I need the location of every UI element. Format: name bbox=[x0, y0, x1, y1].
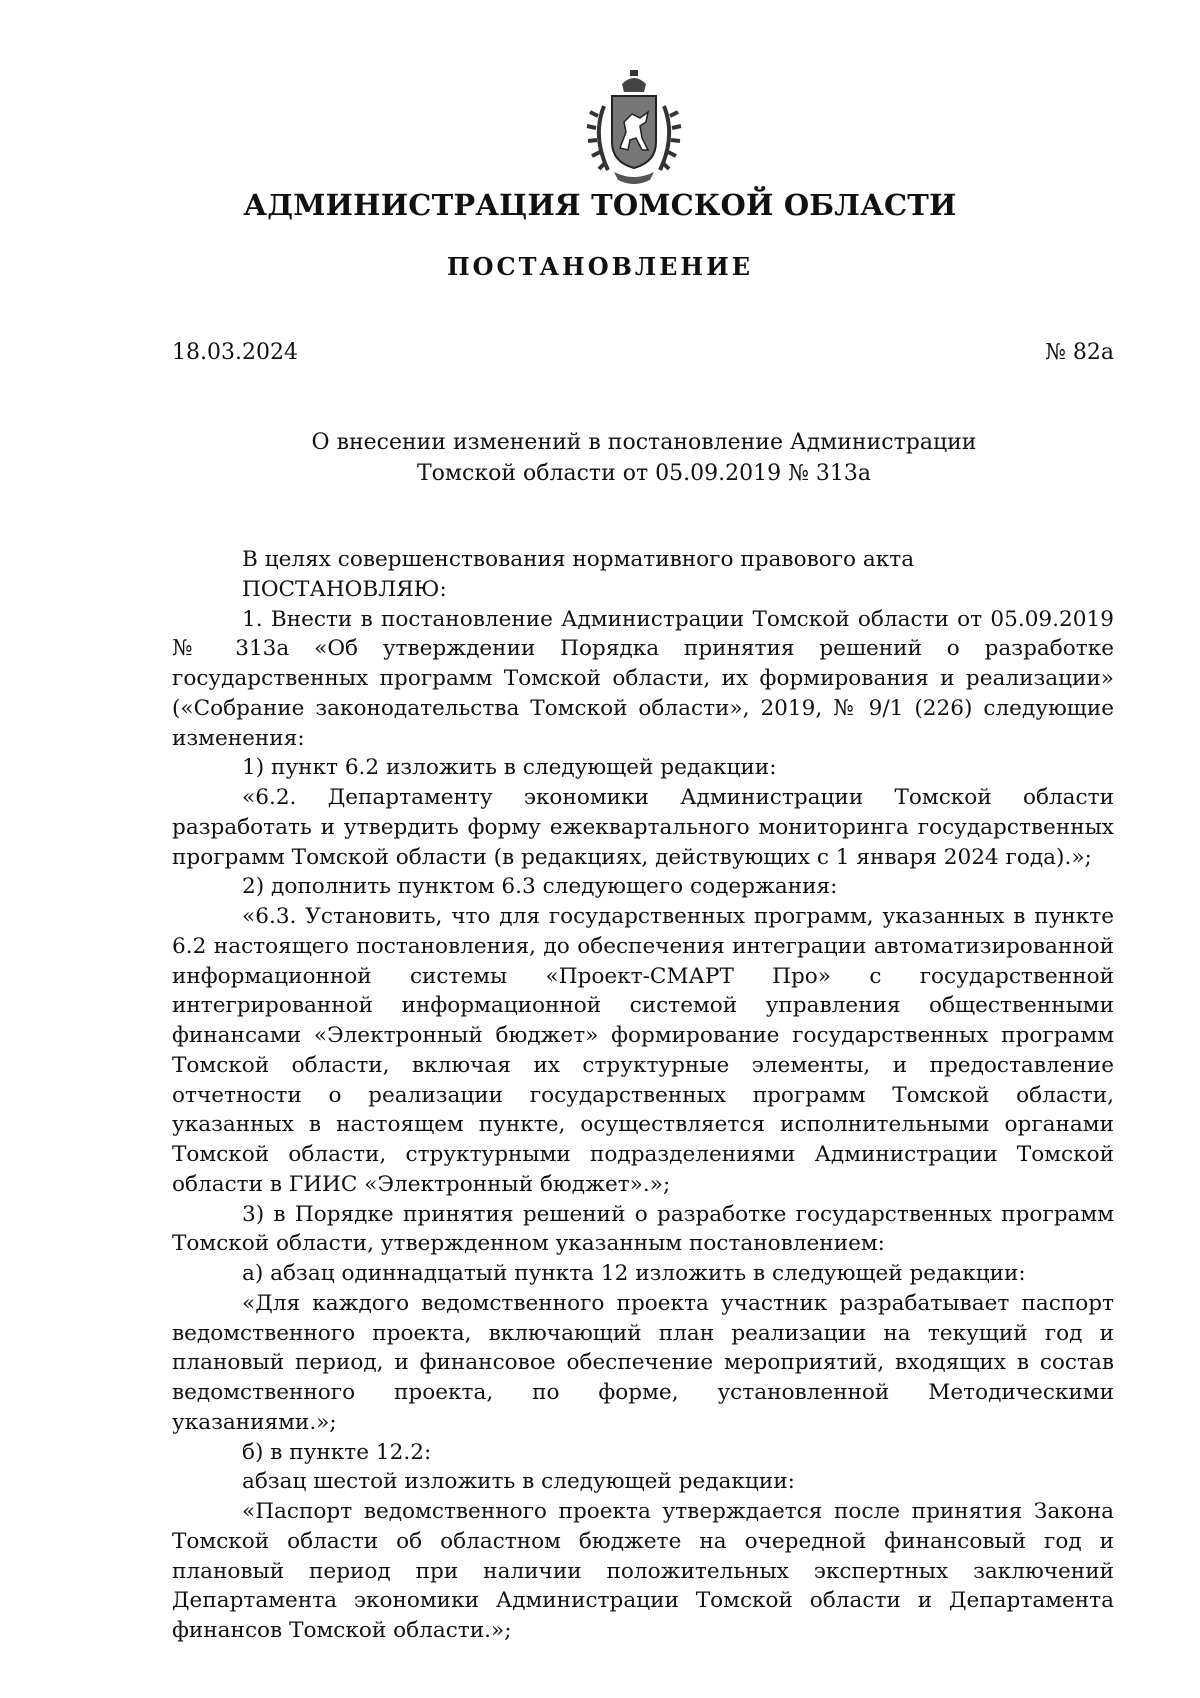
subject-line-2: Томской области от 05.09.2019 № 313а bbox=[416, 461, 872, 486]
document-number: № 82а bbox=[1045, 340, 1114, 365]
clause-12-text-paragraph: «Для каждого ведомственного проекта участник разрабатывает паспорт ведомственного проекта, включающий план реализации на текущий год и плановый период, и финансовое обеспечение мероприятий, входящих в состав ведомственного проекта, по форме, установленной Методическими указаниями.»; bbox=[172, 1290, 1114, 1435]
document-type-title: ПОСТАНОВЛЕНИЕ bbox=[446, 252, 754, 281]
clause-6-2-text-paragraph: «6.2. Департаменту экономики Администрации Томской области разработать и утвердить форму ежеквартального мониторинга государственных программ Томской области (в редакциях, действующих с 1 января 2024 года).»; bbox=[172, 785, 1114, 870]
document-subject bbox=[0, 427, 1200, 489]
subclause-a-paragraph: а) абзац одиннадцатый пункта 12 изложить в следующей редакции: bbox=[242, 1261, 1026, 1286]
document-body bbox=[172, 545, 1114, 1646]
subject-line-1: О внесении изменений в постановление Администрации bbox=[311, 430, 977, 455]
document-date: 18.03.2024 bbox=[172, 340, 298, 365]
clause-6-3-text-paragraph: «6.3. Установить, что для государственных программ, указанных в пункте 6.2 настоящего постановления, до обеспечения интеграции автоматизированной информационной системы «Проект-СМАРТ Про» с государственной интегрированной информационной системой управления общественными финансами «Электронный бюджет» формирование государственных программ Томской области, включая их структурные элементы, и предоставление отчетности о реализации государственных программ Томской области, указанных в настоящем пункте, осуществляется исполнительными органами Томской области, структурными подразделениями Администрации Томской области в ГИИС «Электронный бюджет».»; bbox=[172, 904, 1114, 1197]
resolve-keyword: ПОСТАНОВЛЯЮ: bbox=[242, 576, 447, 602]
subclause-b-paragraph: б) в пункте 12.2: bbox=[242, 1439, 432, 1465]
clause-1-paragraph: 1. Внести в постановление Администрации Томской области от 05.09.2019 № 313а «Об утверждении Порядка принятия решений о разработке государственных программ Томской области, их формирования и реализации» («Собрание законодательства Томской области», 2019, № 9/1 (226) следующие изменения: bbox=[172, 606, 1114, 751]
subclause-1-paragraph: 1) пункт 6.2 изложить в следующей редакции: bbox=[242, 755, 777, 781]
organization-title: АДМИНИСТРАЦИЯ ТОМСКОЙ ОБЛАСТИ bbox=[243, 188, 957, 222]
clause-12-2-text-paragraph: «Паспорт ведомственного проекта утверждается после принятия Закона Томской области об областном бюджете на очередной финансовый год и плановый период при наличии положительных экспертных заключений Департамента экономики Администрации Томской области и Департамента финансов Томской области.»; bbox=[172, 1499, 1114, 1643]
subclause-2-paragraph: 2) дополнить пунктом 6.3 следующего содержания: bbox=[242, 874, 838, 900]
subclause-3-paragraph: 3) в Порядке принятия решений о разработке государственных программ Томской области, утвержденном указанным постановлением: bbox=[172, 1201, 1114, 1257]
coat-of-arms-icon bbox=[584, 66, 684, 188]
preamble-paragraph: В целях совершенствования нормативного правового акта bbox=[242, 547, 915, 572]
paragraph-six-instruction: абзац шестой изложить в следующей редакции: bbox=[242, 1469, 795, 1495]
